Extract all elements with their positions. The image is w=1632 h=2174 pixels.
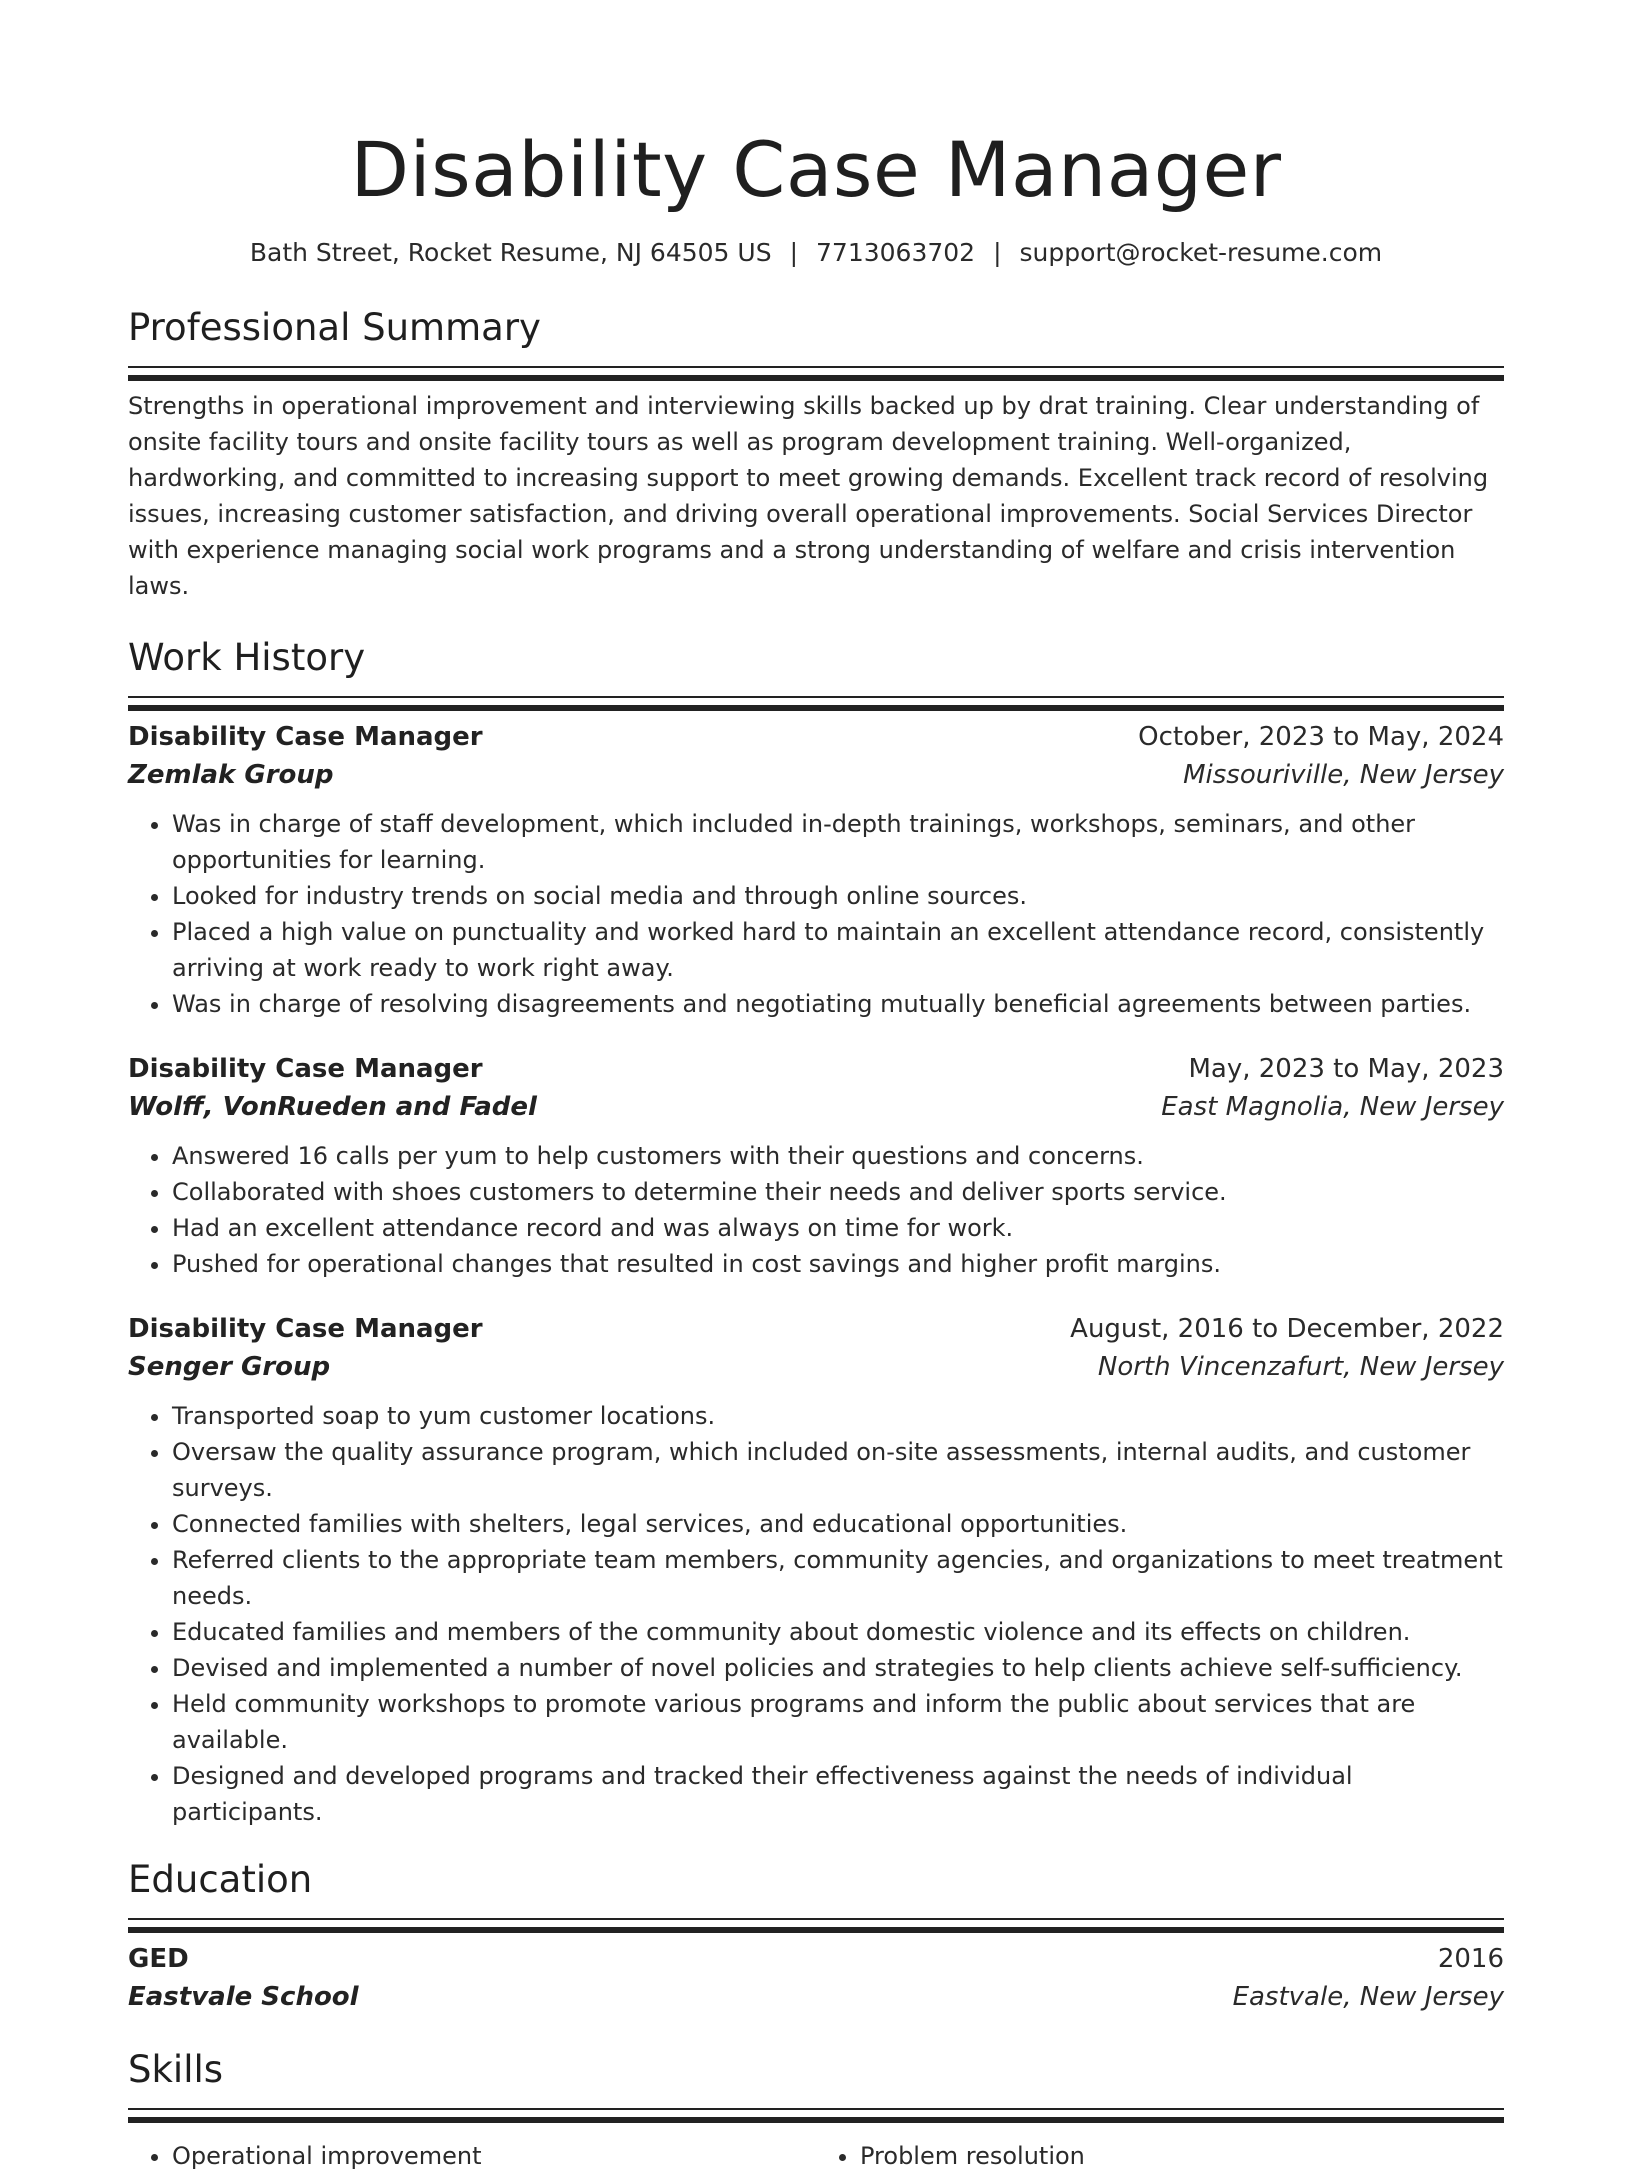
job-title: Disability Case Manager	[128, 1054, 483, 1084]
job-entry	[128, 1050, 1504, 1282]
contact-address: Bath Street, Rocket Resume, NJ 64505 US	[249, 238, 772, 267]
list-item: • Designed and developed programs and tracked their effectiveness against the needs of individual participants.	[172, 1758, 1504, 1830]
list-item: • Collaborated with shoes customers to determine their needs and deliver sports service.	[172, 1174, 1504, 1210]
skills-list	[128, 2138, 816, 2174]
education-degree: GED	[128, 1944, 189, 1974]
job-location: East Magnolia, New Jersey	[1161, 1092, 1504, 1122]
job-dates: October, 2023 to May, 2024	[1138, 722, 1504, 752]
section-title-skills: Skills	[128, 2048, 224, 2091]
list-item: • Transported soap to yum customer locations.	[172, 1398, 1504, 1434]
list-item: • Pushed for operational changes that resulted in cost savings and higher profit margins.	[172, 1246, 1504, 1282]
job-bullets	[128, 1398, 1504, 1830]
section-title-work: Work History	[128, 636, 366, 679]
list-item: • Looked for industry trends on social media and through online sources.	[172, 878, 1504, 914]
list-item: • Problem resolution	[860, 2138, 1504, 2174]
job-entry	[128, 1310, 1504, 1830]
job-bullets	[128, 1138, 1504, 1282]
contact-separator: |	[789, 238, 799, 267]
resume-page	[128, 0, 1504, 2174]
summary-text: Strengths in operational improvement and interviewing skills backed up by drat training. Clear understanding of onsite facility tours and onsite facility tours as well as program development training. Well-organized, hardworking, and committed to increasing support to meet growing demands. Excellent track record of resolving issues, increasing customer satisfaction, and driving overall operational improvements. Social Services Director with experience managing social work programs and a strong understanding of welfare and crisis intervention laws.	[128, 392, 1489, 600]
education-location: Eastvale, New Jersey	[1232, 1982, 1504, 2012]
job-company: Zemlak Group	[128, 760, 334, 790]
section-divider	[128, 2108, 1504, 2110]
job-dates: May, 2023 to May, 2023	[1188, 1054, 1504, 1084]
job-company: Wolff, VonRueden and Fadel	[128, 1092, 537, 1122]
skills-column-right	[816, 2138, 1504, 2174]
section-divider	[128, 696, 1504, 698]
job-dates: August, 2016 to December, 2022	[1070, 1314, 1504, 1344]
education-year: 2016	[1437, 1944, 1504, 1974]
job-bullets	[128, 806, 1504, 1022]
summary-section	[128, 304, 1504, 604]
job-title: Disability Case Manager	[128, 722, 483, 752]
list-item: • Held community workshops to promote various programs and inform the public about services that are available.	[172, 1686, 1504, 1758]
section-divider	[128, 366, 1504, 368]
list-item: • Connected families with shelters, legal services, and educational opportunities.	[172, 1506, 1504, 1542]
skills-section	[128, 2046, 1504, 2174]
job-location: North Vincenzafurt, New Jersey	[1097, 1352, 1504, 1382]
list-item: • Operational improvement	[172, 2138, 816, 2174]
job-entry	[128, 718, 1504, 1022]
job-location: Missouriville, New Jersey	[1183, 760, 1504, 790]
list-item: • Was in charge of resolving disagreements and negotiating mutually beneficial agreements between parties.	[172, 986, 1504, 1022]
contact-separator: |	[993, 238, 1002, 267]
contact-email: support@rocket-resume.com	[1019, 238, 1383, 267]
list-item: • Had an excellent attendance record and was always on time for work.	[172, 1210, 1504, 1246]
list-item: • Was in charge of staff development, which included in-depth trainings, workshops, seminars, and other opportunities for learning.	[172, 806, 1504, 878]
section-divider	[128, 1918, 1504, 1920]
section-title-summary: Professional Summary	[128, 306, 541, 349]
list-item: • Placed a high value on punctuality and worked hard to maintain an excellent attendance record, consistently arriving at work ready to work right away.	[172, 914, 1504, 986]
list-item: • Oversaw the quality assurance program, which included on-site assessments, internal audits, and customer surveys.	[172, 1434, 1504, 1506]
list-item: • Answered 16 calls per yum to help customers with their questions and concerns.	[172, 1138, 1504, 1174]
education-school: Eastvale School	[128, 1982, 359, 2012]
contact-phone: 7713063702	[816, 238, 976, 267]
list-item: • Educated families and members of the community about domestic violence and its effects on children.	[172, 1614, 1504, 1650]
education-section	[128, 1856, 1504, 2016]
skills-grid	[128, 2138, 1504, 2174]
list-item: • Devised and implemented a number of novel policies and strategies to help clients achieve self-sufficiency.	[172, 1650, 1504, 1686]
contact-line	[128, 236, 1504, 270]
resume-name: Disability Case Manager	[350, 125, 1282, 214]
job-company: Senger Group	[128, 1352, 331, 1382]
job-title: Disability Case Manager	[128, 1314, 483, 1344]
list-item: • Referred clients to the appropriate team members, community agencies, and organizations to meet treatment needs.	[172, 1542, 1504, 1614]
skills-column-left	[128, 2138, 816, 2174]
work-section	[128, 634, 1504, 1830]
section-title-education: Education	[128, 1858, 313, 1901]
skills-list	[816, 2138, 1504, 2174]
